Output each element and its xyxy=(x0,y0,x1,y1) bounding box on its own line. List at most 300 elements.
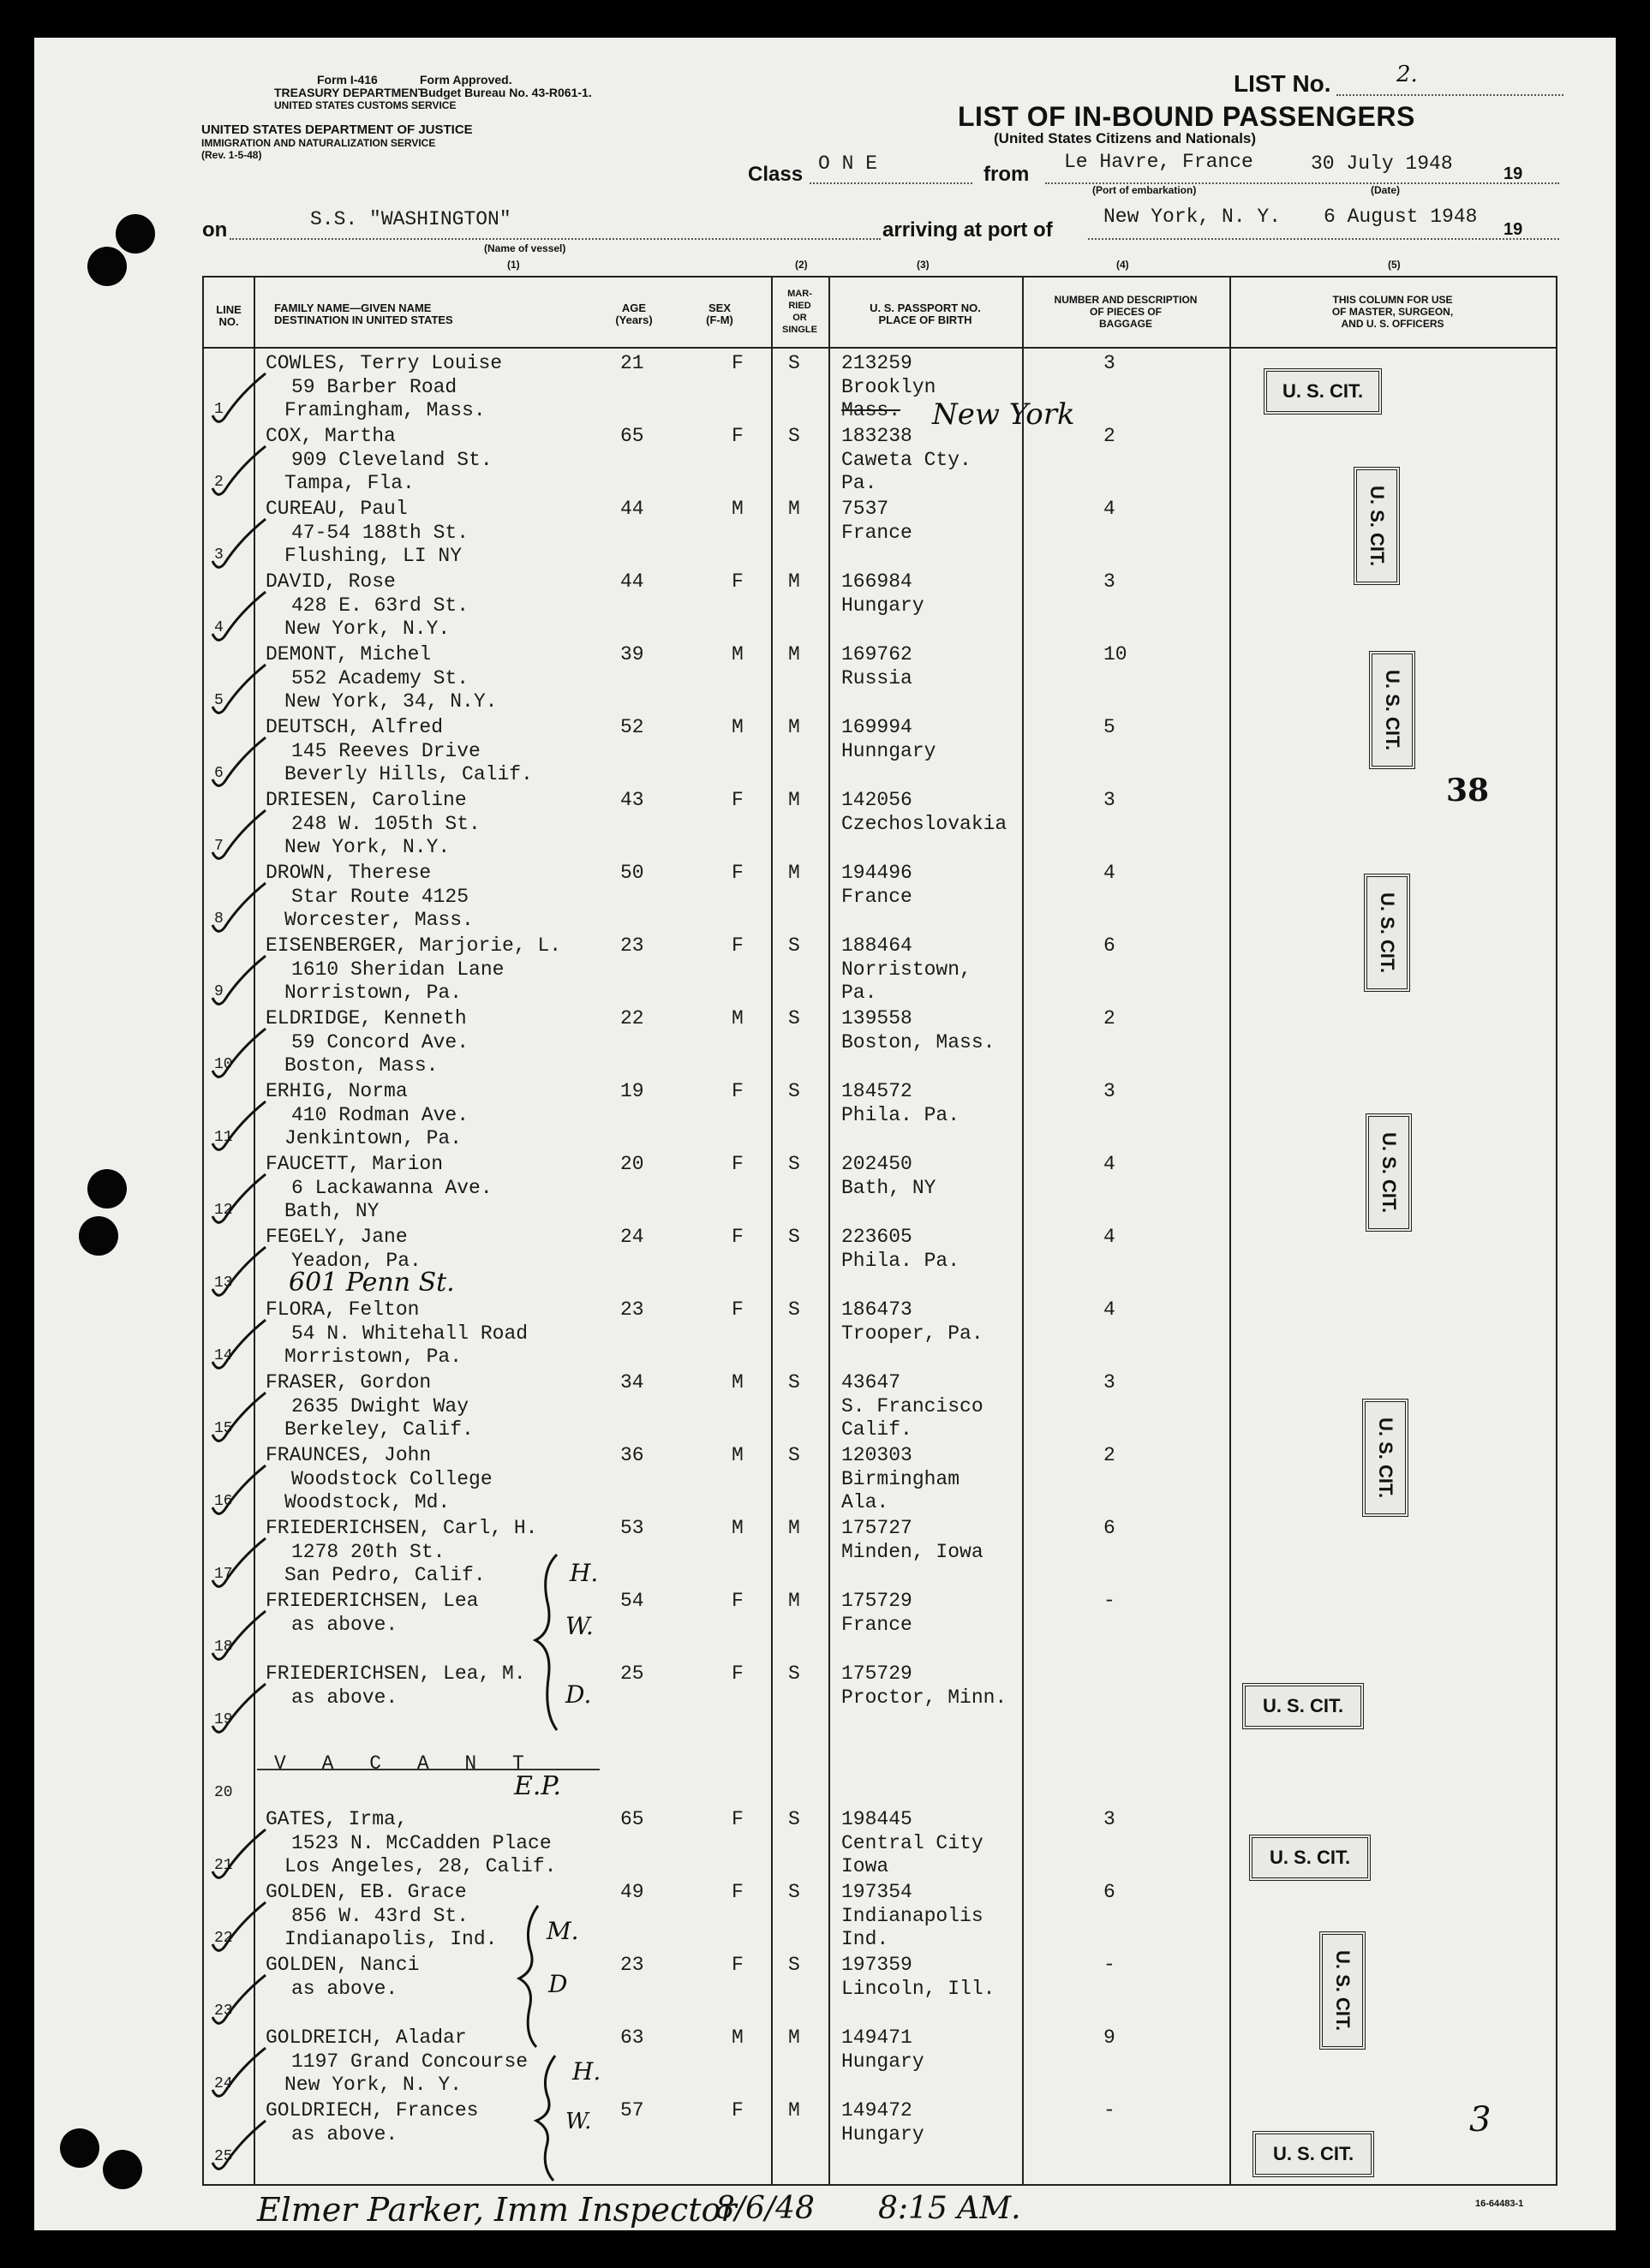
line-number: 20 xyxy=(214,1784,233,1801)
passport-number: 166984 xyxy=(841,570,912,593)
sex: F xyxy=(732,352,744,374)
budget-line1: Form Approved. xyxy=(420,73,512,87)
passport-number: 184572 xyxy=(841,1080,912,1102)
vessel-caption: (Name of vessel) xyxy=(484,242,566,254)
baggage-count: - xyxy=(1103,1954,1115,1976)
address-line: 552 Academy St. xyxy=(291,667,469,689)
list-no-label: LIST No. xyxy=(1234,70,1331,97)
baggage-count: 3 xyxy=(1103,570,1115,593)
baggage-count: - xyxy=(1103,2099,1115,2122)
passport-number: 175729 xyxy=(841,1662,912,1685)
passport-number: 213259 xyxy=(841,352,912,374)
address-city: Berkeley, Calif. xyxy=(284,1418,474,1441)
baggage-count: 3 xyxy=(1103,1808,1115,1830)
place-of-birth: Hunngary xyxy=(841,740,936,762)
passenger-name: FEGELY, Jane xyxy=(266,1226,408,1248)
baggage-count: 4 xyxy=(1103,1298,1115,1321)
from-port: Le Havre, France xyxy=(1064,151,1253,173)
baggage-count: 2 xyxy=(1103,1007,1115,1030)
place-of-birth: Trooper, Pa. xyxy=(841,1322,983,1345)
address-line: as above. xyxy=(291,1686,398,1709)
sex: M xyxy=(732,1371,744,1394)
passport-number: 183238 xyxy=(841,425,912,447)
us-cit-stamp: U. S. CIT. xyxy=(1249,1835,1371,1881)
age: 49 xyxy=(620,1881,644,1903)
place-of-birth: Indianapolis xyxy=(841,1905,983,1927)
place-of-birth: Proctor, Minn. xyxy=(841,1686,1007,1709)
passenger-name: GOLDEN, Nanci xyxy=(266,1954,420,1976)
line-number: 18 xyxy=(214,1638,233,1656)
baggage-count: 6 xyxy=(1103,934,1115,957)
handwritten-mark: H. xyxy=(572,2057,601,2086)
line-number: 23 xyxy=(214,2002,233,2020)
marital-status: M xyxy=(788,1590,800,1612)
arriving-label: arriving at port of xyxy=(882,218,1053,242)
address-line: 1197 Grand Concourse xyxy=(291,2050,529,2073)
address-line: 1523 N. McCadden Place xyxy=(291,1832,552,1854)
header-name: FAMILY NAME—GIVEN NAME DESTINATION IN UNITED STATES xyxy=(274,301,453,326)
passenger-name: FRIEDERICHSEN, Lea, M. xyxy=(266,1662,526,1685)
address-line: 410 Rodman Ave. xyxy=(291,1104,469,1126)
marital-status: S xyxy=(788,1881,800,1903)
handwritten-mark: W. xyxy=(565,1612,594,1640)
baggage-count: 3 xyxy=(1103,789,1115,811)
address-line: 428 E. 63rd St. xyxy=(291,594,469,617)
passport-number: 142056 xyxy=(841,789,912,811)
address-line: 909 Cleveland St. xyxy=(291,449,493,471)
rev-label: (Rev. 1-5-48) xyxy=(201,149,262,161)
marital-status: M xyxy=(788,643,800,665)
address-city: New York, N.Y. xyxy=(284,836,451,858)
colnum-2: (2) xyxy=(795,259,808,271)
address-line: 1278 20th St. xyxy=(291,1541,445,1563)
passenger-name: FLORA, Felton xyxy=(266,1298,420,1321)
age: 25 xyxy=(620,1662,644,1685)
place-of-birth: Russia xyxy=(841,667,912,689)
place-of-birth: Caweta Cty. xyxy=(841,449,971,471)
passenger-name: GOLDREICH, Aladar xyxy=(266,2026,467,2049)
baggage-count: 6 xyxy=(1103,1517,1115,1539)
place-of-birth: Hungary xyxy=(841,594,924,617)
line-number: 6 xyxy=(214,765,224,782)
marital-status: M xyxy=(788,570,800,593)
passport-number: 149472 xyxy=(841,2099,912,2122)
place-of-birth: Boston, Mass. xyxy=(841,1031,995,1053)
sex: M xyxy=(732,643,744,665)
vessel-name: S.S. "WASHINGTON" xyxy=(310,208,511,230)
sex: F xyxy=(732,425,744,447)
page-title: LIST OF IN-BOUND PASSENGERS xyxy=(958,101,1415,132)
address-line: 2635 Dwight Way xyxy=(291,1395,469,1418)
colnum-3: (3) xyxy=(917,259,930,271)
colnum-5: (5) xyxy=(1388,259,1401,271)
us-cit-stamp: U. S. CIT. xyxy=(1369,651,1415,769)
passenger-name: FRASER, Gordon xyxy=(266,1371,432,1394)
place-of-birth: Minden, Iowa xyxy=(841,1541,983,1563)
address-city: Worcester, Mass. xyxy=(284,909,474,931)
line-number: 24 xyxy=(214,2075,233,2092)
passenger-name: GOLDRIECH, Frances xyxy=(266,2099,479,2122)
baggage-count: 10 xyxy=(1103,643,1127,665)
header-married: MAR- RIED OR SINGLE xyxy=(782,289,817,335)
line-number: 15 xyxy=(214,1420,233,1437)
passport-number: 197359 xyxy=(841,1954,912,1976)
form-number: Form I-416 xyxy=(317,73,378,87)
place-of-birth: Bath, NY xyxy=(841,1177,936,1199)
baggage-count: 4 xyxy=(1103,498,1115,520)
age: 23 xyxy=(620,934,644,957)
passport-number: 7537 xyxy=(841,498,889,520)
age: 21 xyxy=(620,352,644,374)
sex: F xyxy=(732,1881,744,1903)
marital-status: S xyxy=(788,425,800,447)
age: 57 xyxy=(620,2099,644,2122)
passport-number: 175729 xyxy=(841,1590,912,1612)
handwritten-mark: D xyxy=(548,1970,568,1998)
arrival-port: New York, N. Y. xyxy=(1103,206,1282,228)
baggage-count: 4 xyxy=(1103,1153,1115,1175)
us-cit-stamp: U. S. CIT. xyxy=(1319,1931,1366,2050)
address-line: Star Route 4125 xyxy=(291,886,469,908)
us-cit-stamp: U. S. CIT. xyxy=(1362,1399,1408,1517)
signature-time: 8:15 AM. xyxy=(878,2191,1021,2226)
handwritten-initials: E.P. xyxy=(514,1771,562,1801)
passport-number: 186473 xyxy=(841,1298,912,1321)
line-number: 9 xyxy=(214,983,224,1000)
age: 36 xyxy=(620,1444,644,1466)
address-city: New York, N.Y. xyxy=(284,618,451,640)
passenger-name: EISENBERGER, Marjorie, L. xyxy=(266,934,562,957)
passenger-name: DAVID, Rose xyxy=(266,570,396,593)
sex: F xyxy=(732,789,744,811)
address-city: Morristown, Pa. xyxy=(284,1346,463,1368)
signature-date: 8/6/48 xyxy=(715,2191,815,2226)
place-of-birth: France xyxy=(841,886,912,908)
ins-label: IMMIGRATION AND NATURALIZATION SERVICE xyxy=(201,137,436,149)
header-baggage: NUMBER AND DESCRIPTION OF PIECES OF BAGGAGE xyxy=(1054,294,1198,330)
address-city: Los Angeles, 28, Calif. xyxy=(284,1855,557,1877)
handwritten-mark: H. xyxy=(570,1559,599,1587)
marital-status: S xyxy=(788,1662,800,1685)
age: 34 xyxy=(620,1371,644,1394)
address-city: Woodstock, Md. xyxy=(284,1491,451,1513)
line-number: 16 xyxy=(214,1493,233,1510)
us-cit-stamp: U. S. CIT. xyxy=(1354,467,1400,585)
line-number: 22 xyxy=(214,1930,233,1947)
passenger-name: CUREAU, Paul xyxy=(266,498,408,520)
address-city: Indianapolis, Ind. xyxy=(284,1928,498,1950)
address-city: Jenkintown, Pa. xyxy=(284,1127,463,1149)
address-line: 6 Lackawanna Ave. xyxy=(291,1177,493,1199)
year-suffix: 19 xyxy=(1504,164,1523,183)
from-date: 30 July 1948 xyxy=(1311,152,1453,175)
baggage-count: - xyxy=(1103,1590,1115,1612)
address-line: 59 Concord Ave. xyxy=(291,1031,469,1053)
line-number: 8 xyxy=(214,910,224,928)
line-number: 13 xyxy=(214,1274,233,1292)
passport-number: 139558 xyxy=(841,1007,912,1030)
passenger-name: DEMONT, Michel xyxy=(266,643,432,665)
sex: F xyxy=(732,1226,744,1248)
passenger-name: GATES, Irma, xyxy=(266,1808,408,1830)
marital-status: M xyxy=(788,498,800,520)
class-label: Class xyxy=(748,163,804,186)
handwritten-number: 3 xyxy=(1469,2100,1492,2140)
from-label: from xyxy=(983,163,1030,186)
age: 22 xyxy=(620,1007,644,1030)
line-number: 3 xyxy=(214,546,224,564)
marital-status: M xyxy=(788,789,800,811)
address-line: as above. xyxy=(291,1614,398,1636)
age: 23 xyxy=(620,1298,644,1321)
passport-number: 197354 xyxy=(841,1881,912,1903)
passenger-name: V A C A N T xyxy=(274,1752,536,1775)
on-label: on xyxy=(202,218,228,242)
age: 24 xyxy=(620,1226,644,1248)
passport-number: 194496 xyxy=(841,862,912,884)
handwritten-birthplace: New York xyxy=(932,397,1075,432)
place-of-birth: Hungary xyxy=(841,2123,924,2146)
passport-number: 120303 xyxy=(841,1444,912,1466)
age: 43 xyxy=(620,789,644,811)
inspector-signature: Elmer Parker, Imm Inspector xyxy=(257,2191,737,2229)
sex: M xyxy=(732,498,744,520)
place-of-birth: Norristown, xyxy=(841,958,971,981)
place-of-birth: Hungary xyxy=(841,2050,924,2073)
class-value: O N E xyxy=(818,152,878,175)
header-passport: U. S. PASSPORT NO. PLACE OF BIRTH xyxy=(870,301,981,326)
us-cit-stamp: U. S. CIT. xyxy=(1252,2131,1374,2177)
marital-status: S xyxy=(788,1080,800,1102)
sex: M xyxy=(732,1007,744,1030)
marital-status: S xyxy=(788,352,800,374)
sex: F xyxy=(732,1590,744,1612)
address-line: as above. xyxy=(291,2123,398,2146)
sex: F xyxy=(732,1153,744,1175)
customs-label: UNITED STATES CUSTOMS SERVICE xyxy=(274,99,457,111)
marital-status: S xyxy=(788,1808,800,1830)
address-city: Flushing, LI NY xyxy=(284,545,463,567)
address-city: Beverly Hills, Calif. xyxy=(284,763,533,785)
line-number: 2 xyxy=(214,474,224,491)
sex: M xyxy=(732,1444,744,1466)
address-city: Tampa, Fla. xyxy=(284,472,415,494)
age: 54 xyxy=(620,1590,644,1612)
sex: F xyxy=(732,1080,744,1102)
line-number: 4 xyxy=(214,619,224,636)
address-line: as above. xyxy=(291,1978,398,2000)
line-number: 19 xyxy=(214,1711,233,1728)
passport-number: 198445 xyxy=(841,1808,912,1830)
sex: M xyxy=(732,2026,744,2049)
sex: M xyxy=(732,1517,744,1539)
place-of-birth-state: Iowa xyxy=(841,1855,889,1877)
passenger-name: FRIEDERICHSEN, Lea xyxy=(266,1590,479,1612)
handwritten-address: 601 Penn St. xyxy=(289,1268,455,1298)
marital-status: M xyxy=(788,1517,800,1539)
handwritten-mark: D. xyxy=(565,1680,592,1709)
age: 52 xyxy=(620,716,644,738)
place-of-birth: Brooklyn xyxy=(841,376,936,398)
place-of-birth: Phila. Pa. xyxy=(841,1104,960,1126)
passport-number: 175727 xyxy=(841,1517,912,1539)
sex: F xyxy=(732,862,744,884)
us-cit-stamp: U. S. CIT. xyxy=(1364,874,1410,992)
passport-number: 149471 xyxy=(841,2026,912,2049)
header-sex: SEX (F-M) xyxy=(706,301,733,326)
address-city: Bath, NY xyxy=(284,1200,380,1222)
address-line: 1610 Sheridan Lane xyxy=(291,958,505,981)
baggage-count: 2 xyxy=(1103,425,1115,447)
line-number: 10 xyxy=(214,1056,233,1073)
arrival-year-suffix: 19 xyxy=(1504,220,1523,239)
age: 63 xyxy=(620,2026,644,2049)
header-age: AGE (Years) xyxy=(615,301,653,326)
age: 44 xyxy=(620,570,644,593)
embark-caption: (Port of embarkation) xyxy=(1092,184,1197,196)
colnum-1: (1) xyxy=(507,259,520,271)
sex: F xyxy=(732,1662,744,1685)
place-of-birth: France xyxy=(841,522,912,544)
header-line-no: LINE NO. xyxy=(216,303,242,328)
address-line: 856 W. 43rd St. xyxy=(291,1905,469,1927)
handwritten-number: 38 xyxy=(1446,773,1490,809)
sex: F xyxy=(732,570,744,593)
address-city: Framingham, Mass. xyxy=(284,399,486,421)
marital-status: M xyxy=(788,862,800,884)
age: 23 xyxy=(620,1954,644,1976)
line-number: 7 xyxy=(214,838,224,855)
sex: F xyxy=(732,1808,744,1830)
baggage-count: 2 xyxy=(1103,1444,1115,1466)
address-city: Boston, Mass. xyxy=(284,1054,439,1077)
baggage-count: 6 xyxy=(1103,1881,1115,1903)
address-line: 47-54 188th St. xyxy=(291,522,469,544)
passenger-name: DRIESEN, Caroline xyxy=(266,789,467,811)
age: 65 xyxy=(620,1808,644,1830)
age: 44 xyxy=(620,498,644,520)
baggage-count: 4 xyxy=(1103,862,1115,884)
passenger-name: FAUCETT, Marion xyxy=(266,1153,444,1175)
handwritten-mark: W. xyxy=(565,2109,592,2134)
sex: F xyxy=(732,1954,744,1976)
passenger-name: FRIEDERICHSEN, Carl, H. xyxy=(266,1517,538,1539)
address-line: 248 W. 105th St. xyxy=(291,813,481,835)
passenger-name: DEUTSCH, Alfred xyxy=(266,716,444,738)
passenger-name: DROWN, Therese xyxy=(266,862,432,884)
line-number: 21 xyxy=(214,1857,233,1874)
baggage-count: 5 xyxy=(1103,716,1115,738)
passenger-name: COWLES, Terry Louise xyxy=(266,352,503,374)
baggage-count: 9 xyxy=(1103,2026,1115,2049)
line-number: 17 xyxy=(214,1566,233,1583)
colnum-4: (4) xyxy=(1116,259,1129,271)
header-officers: THIS COLUMN FOR USE OF MASTER, SURGEON, AND U. S. OFFICERS xyxy=(1331,294,1454,330)
age: 53 xyxy=(620,1517,644,1539)
passport-number: 223605 xyxy=(841,1226,912,1248)
marital-status: M xyxy=(788,716,800,738)
handwritten-mark: M. xyxy=(547,1917,579,1945)
address-line: Yeadon, Pa. xyxy=(291,1250,421,1272)
age: 39 xyxy=(620,643,644,665)
list-no-value: 2. xyxy=(1396,62,1418,87)
marital-status: S xyxy=(788,1444,800,1466)
line-number: 5 xyxy=(214,692,224,709)
passenger-name: COX, Martha xyxy=(266,425,396,447)
address-city: New York, N. Y. xyxy=(284,2074,463,2096)
address-city: Norristown, Pa. xyxy=(284,982,463,1004)
address-line: 54 N. Whitehall Road xyxy=(291,1322,529,1345)
place-of-birth: Central City xyxy=(841,1832,983,1854)
passport-number: 188464 xyxy=(841,934,912,957)
treasury-label: TREASURY DEPARTMENT xyxy=(274,86,426,99)
page-subtitle: (United States Citizens and Nationals) xyxy=(994,130,1257,146)
arrival-date: 6 August 1948 xyxy=(1324,206,1478,228)
marital-status: M xyxy=(788,2026,800,2049)
line-number: 12 xyxy=(214,1202,233,1219)
age: 50 xyxy=(620,862,644,884)
line-number: 1 xyxy=(214,401,224,418)
age: 65 xyxy=(620,425,644,447)
passport-number: 202450 xyxy=(841,1153,912,1175)
marital-status: M xyxy=(788,2099,800,2122)
place-of-birth: Phila. Pa. xyxy=(841,1250,960,1272)
marital-status: S xyxy=(788,1007,800,1030)
baggage-count: 3 xyxy=(1103,352,1115,374)
place-of-birth-state: Pa. xyxy=(841,472,877,494)
address-line: 145 Reeves Drive xyxy=(291,740,481,762)
place-of-birth: France xyxy=(841,1614,912,1636)
baggage-count: 4 xyxy=(1103,1226,1115,1248)
age: 19 xyxy=(620,1080,644,1102)
passenger-name: GOLDEN, EB. Grace xyxy=(266,1881,467,1903)
sex: M xyxy=(732,716,744,738)
place-of-birth: S. Francisco xyxy=(841,1395,983,1418)
marital-status: S xyxy=(788,1153,800,1175)
place-of-birth-state: Calif. xyxy=(841,1418,912,1441)
line-number: 14 xyxy=(214,1347,233,1364)
marital-status: S xyxy=(788,1226,800,1248)
passenger-name: FRAUNCES, John xyxy=(266,1444,432,1466)
us-cit-stamp: U. S. CIT. xyxy=(1366,1113,1412,1232)
address-line: 59 Barber Road xyxy=(291,376,457,398)
passenger-name: ELDRIDGE, Kenneth xyxy=(266,1007,467,1030)
passenger-name: ERHIG, Norma xyxy=(266,1080,408,1102)
sex: F xyxy=(732,934,744,957)
age: 20 xyxy=(620,1153,644,1175)
passport-number: 169994 xyxy=(841,716,912,738)
us-cit-stamp: U. S. CIT. xyxy=(1264,368,1382,415)
passport-number: 43647 xyxy=(841,1371,901,1394)
address-city: New York, 34, N.Y. xyxy=(284,690,498,713)
baggage-count: 3 xyxy=(1103,1371,1115,1394)
place-of-birth-state: Ala. xyxy=(841,1491,889,1513)
justice-label: UNITED STATES DEPARTMENT OF JUSTICE xyxy=(201,122,473,137)
line-number: 25 xyxy=(214,2148,233,2165)
us-cit-stamp: U. S. CIT. xyxy=(1242,1683,1364,1729)
date-caption: (Date) xyxy=(1371,184,1401,196)
sex: F xyxy=(732,1298,744,1321)
marital-status: S xyxy=(788,934,800,957)
marital-status: S xyxy=(788,1954,800,1976)
place-of-birth-state: Mass. xyxy=(841,399,901,421)
place-of-birth: Birmingham xyxy=(841,1468,960,1490)
sex: F xyxy=(732,2099,744,2122)
place-of-birth: Czechoslovakia xyxy=(841,813,1007,835)
address-line: Woodstock College xyxy=(291,1468,493,1490)
address-city: San Pedro, Calif. xyxy=(284,1564,486,1586)
footer-code: 16-64483-1 xyxy=(1475,2199,1524,2209)
